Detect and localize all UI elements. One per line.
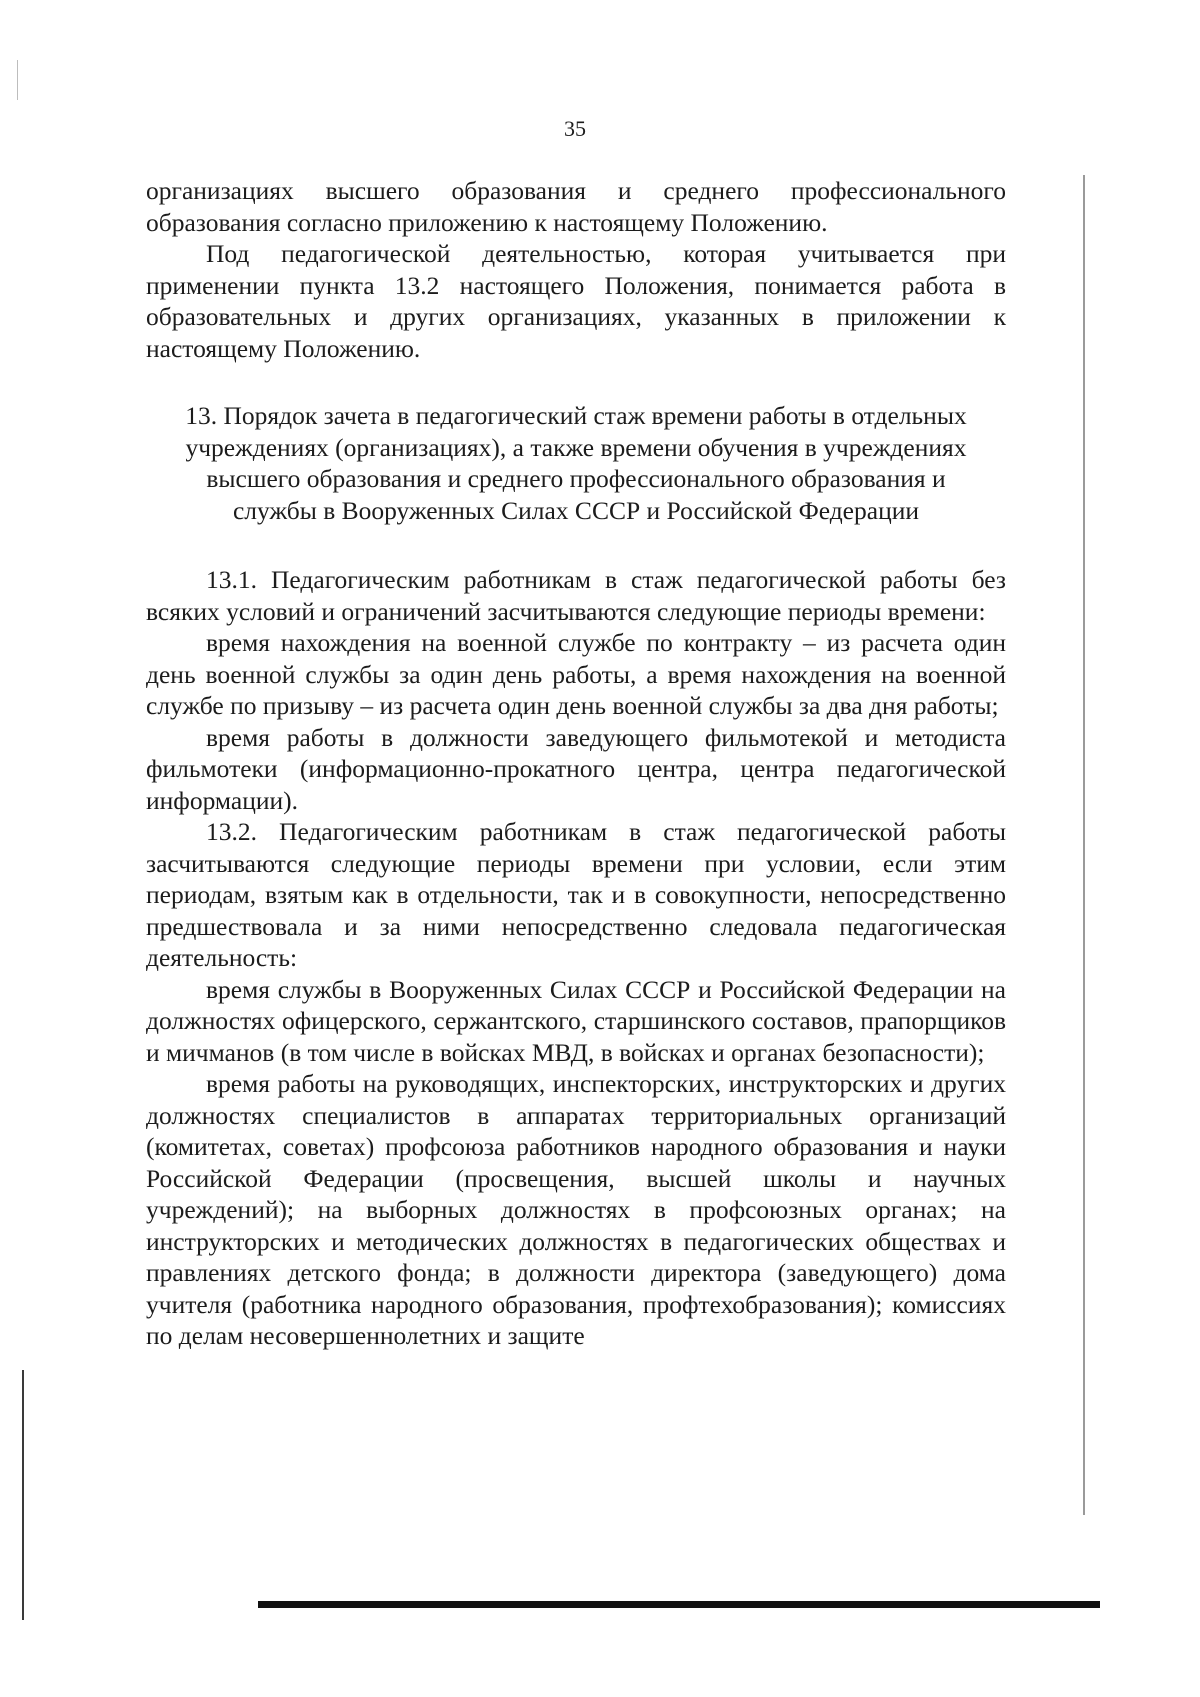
page-number: 35 (564, 116, 586, 141)
clause-13-1-item-film-library: время работы в должности заведующего фильмотекой и методиста фильмотеки (информационно-прокатного центра, центра педагогической информации). (146, 722, 1006, 815)
heading-line: учреждениях (организациях), а также времени обучения в учреждениях (185, 432, 967, 462)
clause-13-1-intro: 13.1. Педагогическим работникам в стаж педагогической работы без всяких условий и ограничений засчитываются следующие периоды времени: (146, 565, 1006, 626)
document-body (146, 175, 1006, 1352)
heading-line: 13. Порядок зачета в педагогический стаж времени работы в отдельных (185, 401, 967, 430)
scan-edge-mark (22, 1370, 24, 1620)
scan-edge-mark (17, 60, 18, 100)
clause-13-1-item-military-service: время нахождения на военной службе по контракту – из расчета один день военной службы за один день работы, а время нахождения на военной службе по призыву – из расчета один день военной службы за два дня работы; (146, 628, 1006, 720)
clause-13-2-item-armed-forces: время службы в Вооруженных Силах СССР и Российской Федерации на должностях офицерского, сержантского, старшинского составов, прапорщиков и мичманов (в том числе в войсках МВД, в войсках и органах безопасности); (146, 974, 1006, 1067)
scan-bottom-bar (258, 1601, 1100, 1608)
paragraph-pedagogical-activity: Под педагогической деятельностью, которая учитывается при применении пункта 13.2 настоящего Положения, понимается работа в образовательных и других организациях, указанных в приложении к настоящему Положению. (146, 239, 1006, 363)
clause-13-2-item-trade-union: время работы на руководящих, инспекторских, инструкторских и других должностях специалистов в аппаратах территориальных организаций (комитетах, советах) профсоюза работников народного образования и науки Российской Федерации (просвещения, высшей школы и научных учреждений); на выборных должностях в профсоюзных органах; на инструкторских и методических должностях в педагогических обществах и правлениях детского фонда; в должности директора (заведующего) дома учителя (работника народного образования, профтехобразования); комиссиях по делам несовершеннолетних и защите (146, 1069, 1006, 1350)
heading-line: службы в Вооруженных Силах СССР и Российской Федерации (232, 495, 920, 525)
heading-line: высшего образования и среднего профессионального образования и (206, 464, 946, 493)
paragraph-continuation: организациях высшего образования и среднего профессионального образования согласно приложению к настоящему Положению. (146, 176, 1006, 237)
scan-edge-mark (1083, 175, 1085, 1515)
clause-13-2-intro: 13.2. Педагогическим работникам в стаж педагогической работы засчитываются следующие периоды времени при условии, если этим периодам, взятым как в отдельности, так и в совокупности, непосредственно предшествовала и за ними непосредственно следовала педагогическая деятельность: (146, 817, 1006, 972)
section-heading-13 (146, 400, 1006, 526)
